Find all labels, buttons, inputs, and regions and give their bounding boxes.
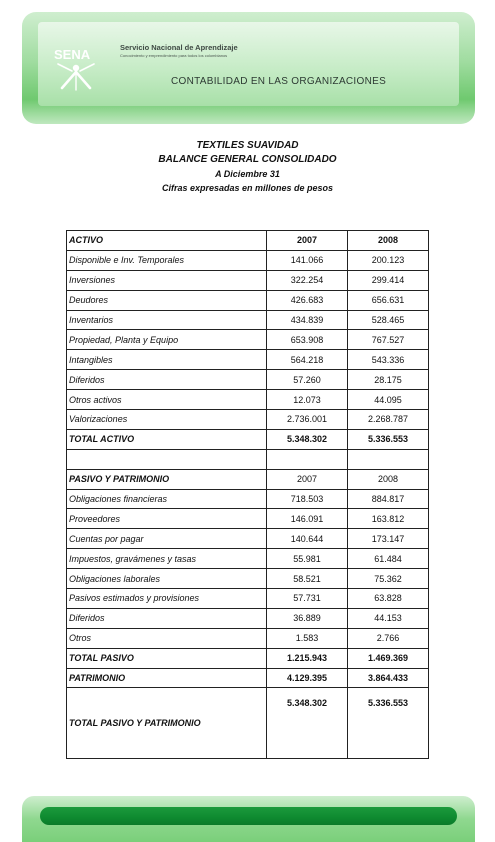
row-label: Deudores [67,290,267,310]
logo-text: SENA [54,47,91,62]
row-label: Proveedores [67,509,267,529]
row-value-2008: 767.527 [348,330,429,350]
table-row [67,231,429,251]
table-row [67,270,429,290]
table-row [67,350,429,370]
row-value-2008: 63.828 [348,589,429,609]
row-label: Otros activos [67,390,267,410]
row-value-2008: 75.362 [348,569,429,589]
row-value-2008: 173.147 [348,529,429,549]
row-value-2008: 2.268.787 [348,410,429,430]
row-value-2007: 12.073 [267,390,348,410]
row-value-2007: 1.583 [267,628,348,648]
row-label: Pasivos estimados y provisiones [67,589,267,609]
row-value-2008: 61.484 [348,549,429,569]
balance-table [66,230,429,759]
table-row [67,310,429,330]
page-header [22,12,475,124]
row-value-2008: 543.336 [348,350,429,370]
pasivo-header-label: PASIVO Y PATRIMONIO [67,469,267,489]
total-pasivo-row [67,648,429,668]
page-footer [22,796,475,842]
total-activo-2008: 5.336.553 [348,429,429,449]
company-name: TEXTILES SUAVIDAD [196,140,299,151]
row-value-2008: 528.465 [348,310,429,330]
spacer-row [67,449,429,469]
row-value-2007: 426.683 [267,290,348,310]
table-row [67,509,429,529]
row-value-2007: 57.260 [267,370,348,390]
table-row [67,608,429,628]
table-row [67,390,429,410]
patrimonio-row [67,668,429,688]
table-row [67,529,429,549]
row-value-2007: 141.066 [267,250,348,270]
total-pasivo-patrimonio-label: TOTAL PASIVO Y PATRIMONIO [67,688,267,759]
table-row [67,370,429,390]
row-value-2008: 163.812 [348,509,429,529]
row-value-2008: 200.123 [348,250,429,270]
row-label: Inversiones [67,270,267,290]
row-value-2008: 2.766 [348,628,429,648]
org-name: Servicio Nacional de Aprendizaje [120,43,238,52]
table-row [67,469,429,489]
figures-note: Cifras expresadas en millones de pesos [161,183,334,193]
table-row [67,290,429,310]
row-label: Inventarios [67,310,267,330]
row-label: Cuentas por pagar [67,529,267,549]
document-titles [0,139,495,195]
table-row [67,589,429,609]
statement-title: BALANCE GENERAL CONSOLIDADO [158,154,337,165]
row-value-2008: 44.153 [348,608,429,628]
org-tagline: Conocimiento y emprendimiento para todos los colombianos [120,53,228,58]
row-value-2008: 656.631 [348,290,429,310]
patrimonio-2007: 4.129.395 [267,668,348,688]
year-header: 2007 [267,231,348,251]
sena-logo-icon [52,40,104,92]
patrimonio-label: PATRIMONIO [67,668,267,688]
row-label: Obligaciones financieras [67,489,267,509]
row-value-2007: 564.218 [267,350,348,370]
row-value-2007: 718.503 [267,489,348,509]
row-value-2008: 28.175 [348,370,429,390]
row-value-2007: 434.839 [267,310,348,330]
total-pasivo-patrimonio-2008: 5.336.553 [348,688,429,759]
table-row [67,628,429,648]
patrimonio-2008: 3.864.433 [348,668,429,688]
row-value-2008: 299.414 [348,270,429,290]
row-label: Otros [67,628,267,648]
row-label: Diferidos [67,370,267,390]
row-label: Intangibles [67,350,267,370]
header-banner [38,22,459,106]
row-label: Obligaciones laborales [67,569,267,589]
row-label: Valorizaciones [67,410,267,430]
total-activo-2007: 5.348.302 [267,429,348,449]
row-value-2007: 36.889 [267,608,348,628]
row-label: Disponible e Inv. Temporales [67,250,267,270]
total-pasivo-patrimonio-row [67,688,429,759]
total-activo-row [67,429,429,449]
table-row [67,250,429,270]
row-label: Propiedad, Planta y Equipo [67,330,267,350]
total-pasivo-label: TOTAL PASIVO [67,648,267,668]
row-value-2007: 2.736.001 [267,410,348,430]
table-row [67,569,429,589]
year-header: 2008 [348,231,429,251]
row-value-2008: 44.095 [348,390,429,410]
row-value-2007: 140.644 [267,529,348,549]
row-value-2007: 55.981 [267,549,348,569]
activo-header-label: ACTIVO [67,231,267,251]
table-row [67,489,429,509]
row-value-2007: 57.731 [267,589,348,609]
statement-date: A Diciembre 31 [215,169,280,179]
total-pasivo-2007: 1.215.943 [267,648,348,668]
total-pasivo-2008: 1.469.369 [348,648,429,668]
year-header: 2007 [267,469,348,489]
footer-bar [40,807,457,825]
table-row [67,330,429,350]
row-value-2007: 653.908 [267,330,348,350]
row-label: Diferidos [67,608,267,628]
row-value-2007: 146.091 [267,509,348,529]
row-value-2007: 322.254 [267,270,348,290]
row-label: Impuestos, gravámenes y tasas [67,549,267,569]
total-pasivo-patrimonio-2007: 5.348.302 [267,688,348,759]
total-activo-label: TOTAL ACTIVO [67,429,267,449]
course-title: CONTABILIDAD EN LAS ORGANIZACIONES [171,76,387,87]
row-value-2007: 58.521 [267,569,348,589]
year-header: 2008 [348,469,429,489]
table-row [67,549,429,569]
row-value-2008: 884.817 [348,489,429,509]
table-row [67,410,429,430]
